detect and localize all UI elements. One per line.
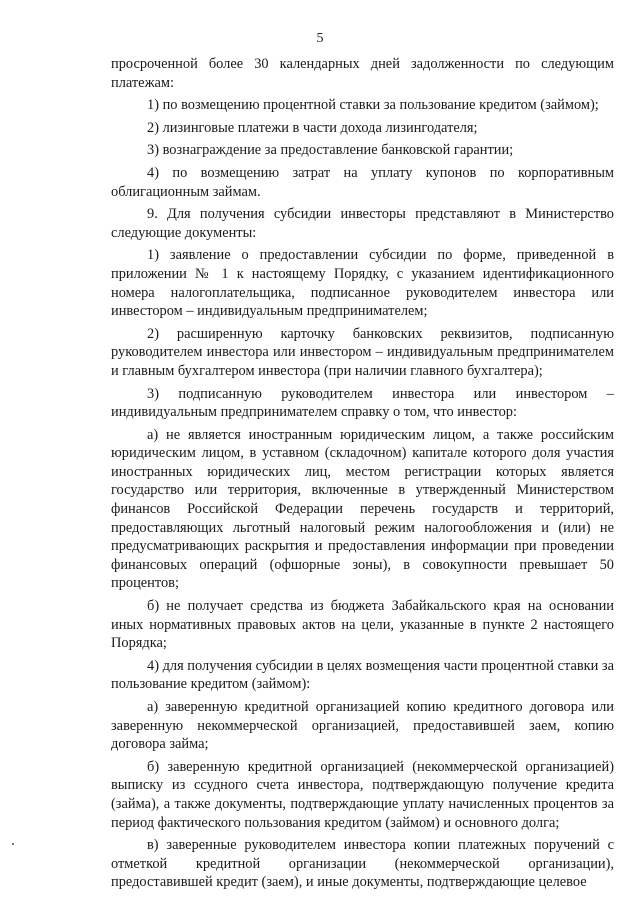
paragraph: а) не является иностранным юридическим лицом, а также российским юридическим лицом, в уставном (складочном) капитале которого доля участия иностранных юридических лиц, местом регистрации которых является государство или территория, включенные в утвержденный Министерством финансов Российской Федерации перечень государств и территорий, предоставляющих льготный налоговый режим налогообложения и (или) не предусматривающих раскрытия и предоставления информации при проведении финансовых операций (офшорные зоны), в совокупности превышает 50 процентов; [111, 426, 614, 592]
paragraph: а) заверенную кредитной организацией копию кредитного договора или заверенную некоммерческой организацией, предоставившей заем, копию договора займа; [111, 699, 614, 753]
paragraph: просроченной более 30 календарных дней задолженности по следующим платежам: [111, 56, 614, 91]
paragraph: 3) подписанную руководителем инвестора или инвестором – индивидуальным предпринимателем справку о том, что инвестор: [111, 385, 614, 421]
paragraph: 4) для получения субсидии в целях возмещения части процентной ставки за пользование кредитом (займом): [111, 657, 614, 693]
paragraph: 3) вознаграждение за предоставление банковской гарантии; [147, 142, 514, 159]
paragraph: 4) по возмещению затрат на уплату купонов по корпоративным облигационным займам. [111, 164, 614, 200]
paragraph: 2) лизинговые платежи в части дохода лизингодателя; [147, 119, 478, 136]
paragraph: 1) по возмещению процентной ставки за пользование кредитом (займом); [147, 97, 599, 114]
paragraph: 1) заявление о предоставлении субсидии по форме, приведенной в приложении № 1 к настоящему Порядку, с указанием идентификационного номера налогоплательщика, подписанное руководителем инвестора или инвестором – индивидуальным предпринимателем; [111, 247, 614, 320]
document-body [111, 55, 614, 896]
paragraph: б) заверенную кредитной организацией (некоммерческой организацией) выписку из ссудного счета инвестора, подтверждающую получение кредита (займа), а также документы, подтверждающие уплату начисленных процентов за период фактического пользования кредитом (займом) и основного долга; [111, 758, 614, 831]
page-number: 5 [316, 31, 324, 46]
paragraph: б) не получает средства из бюджета Забайкальского края на основании иных нормативных правовых актов на цели, указанные в пункте 2 настоящего Порядка; [111, 598, 614, 652]
paragraph: 2) расширенную карточку банковских реквизитов, подписанную руководителем инвестора или инвестором – индивидуальным предпринимателем и главным бухгалтером инвестора (при наличии главного бухгалтера); [111, 325, 614, 379]
paragraph: в) заверенные руководителем инвестора копии платежных поручений с отметкой кредитной организации (некоммерческой организации), предоставившей кредит (заем), и иные документы, подтверждающие целевое [111, 837, 614, 891]
paragraph: 9. Для получения субсидии инвесторы представляют в Министерство следующие документы: [111, 206, 614, 241]
scan-speck [12, 843, 14, 845]
